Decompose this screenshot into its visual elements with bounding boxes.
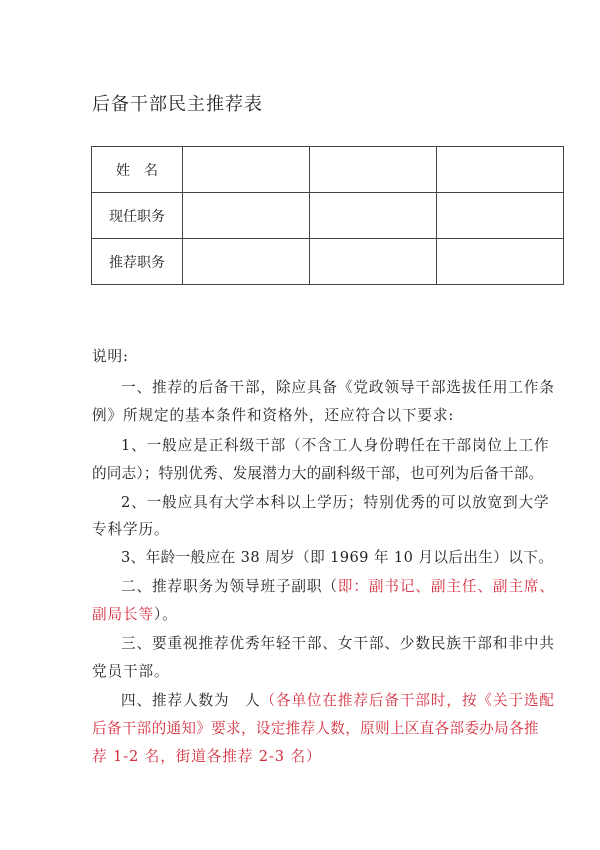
notes-heading: 说明:	[92, 348, 129, 365]
table-cell[interactable]	[183, 193, 310, 239]
row-label-name: 姓 名	[92, 147, 183, 193]
note-line: 党员干部。	[92, 663, 170, 680]
table-row	[92, 193, 564, 239]
table-cell[interactable]	[310, 147, 437, 193]
table-cell[interactable]	[183, 239, 310, 285]
note-text: 四、推荐人数为 人	[121, 692, 261, 709]
note-line	[121, 575, 555, 596]
note-text: 二、推荐职务为领导班子副职（	[121, 578, 338, 595]
note-highlight-line: 后备干部的通知》要求，设定推荐人数，原则上区直各部委办局各推	[92, 720, 539, 737]
note-line: 的同志）；特别优秀、发展潜力大的副科级干部，也可列为后备干部。	[92, 465, 544, 482]
note-highlight: （各单位在推荐后备干部时，按《关于选配	[260, 692, 555, 709]
note-line: 专科学历。	[92, 521, 170, 538]
row-label-recommended-position: 推荐职务	[92, 239, 183, 285]
note-line: 2、一般应具有大学本科以上学历；特别优秀的可以放宽到大学	[121, 494, 550, 511]
note-highlight-line: 荐 1-2 名，街道各推荐 2-3 名）	[92, 748, 322, 765]
table-row	[92, 239, 564, 285]
table-cell[interactable]	[437, 193, 564, 239]
note-text: ）。	[153, 606, 178, 623]
note-line: 3、年龄一般应在 38 周岁（即 1969 年 10 月以后出生）以下。	[121, 549, 554, 566]
note-line: 例》所规定的基本条件和资格外，还应符合以下要求:	[92, 407, 455, 424]
note-line: 1、一般应是正科级干部（不含工人身份聘任在干部岗位上工作	[121, 437, 550, 454]
table-cell[interactable]	[437, 239, 564, 285]
row-label-current-position: 现任职务	[92, 193, 183, 239]
page-title: 后备干部民主推荐表	[92, 94, 263, 115]
table-cell[interactable]	[437, 147, 564, 193]
table-cell[interactable]	[310, 239, 437, 285]
table-cell[interactable]	[183, 147, 310, 193]
recommendation-table	[91, 146, 564, 285]
note-line	[121, 689, 555, 710]
note-highlight: 副局长等	[92, 606, 154, 623]
table-cell[interactable]	[310, 193, 437, 239]
table-row	[92, 147, 564, 193]
note-line: 一、推荐的后备干部，除应具备《党政领导干部选拔任用工作条	[121, 379, 555, 396]
note-highlight: 即：副书记、副主任、副主席、	[337, 578, 555, 595]
note-line: 三、要重视推荐优秀年轻干部、女干部、少数民族干部和非中共	[121, 635, 555, 652]
note-line	[92, 603, 178, 624]
